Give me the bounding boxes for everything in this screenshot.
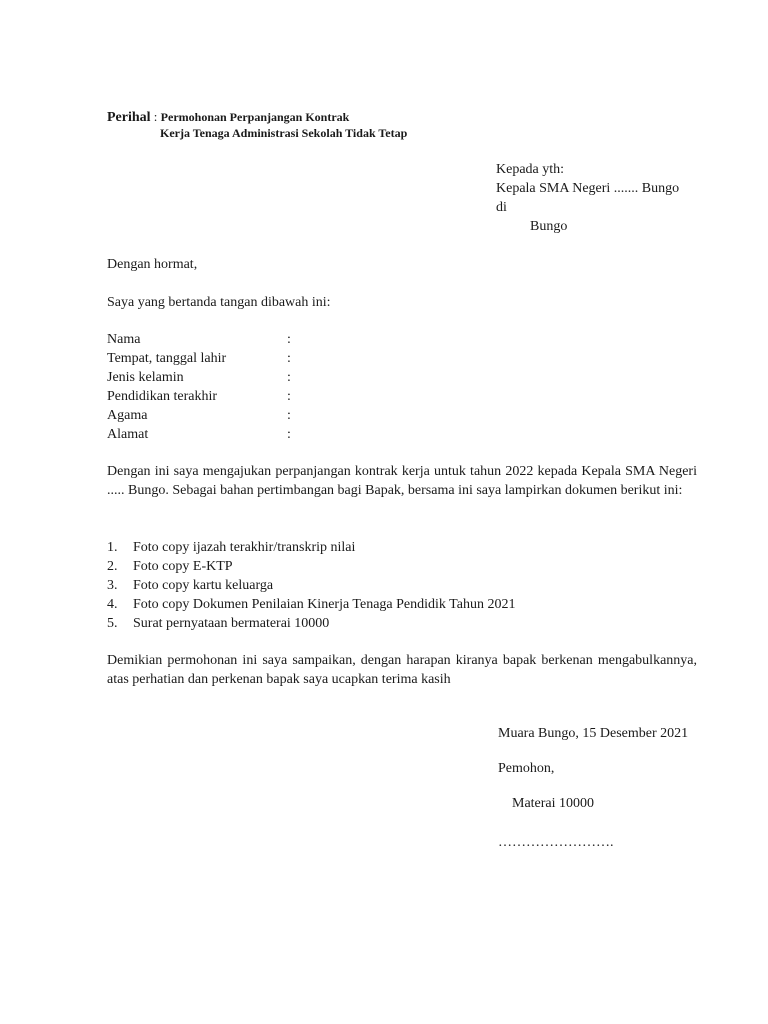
recipient-line1: Kepada yth: — [496, 162, 565, 177]
signature-name-line: ……………………. — [498, 835, 614, 850]
subject-text-line1: Permohonan Perpanjangan Kontrak — [160, 110, 350, 124]
identity-fields — [107, 330, 291, 444]
list-text: Foto copy kartu keluarga — [133, 578, 274, 593]
field-colon: : — [287, 427, 291, 442]
list-text: Foto copy E-KTP — [133, 559, 233, 574]
field-row — [107, 330, 291, 349]
closing-paragraph: Demikian permohonan ini saya sampaikan, dengan harapan kiranya bapak berkenan mengabulkannya, atas perhatian dan perkenan bapak saya ucapkan terima kasih — [107, 653, 697, 687]
intro-text: Saya yang bertanda tangan dibawah ini: — [107, 295, 331, 310]
field-row — [107, 406, 291, 425]
list-number: 2. — [107, 559, 118, 574]
field-row — [107, 425, 291, 444]
recipient-block — [496, 160, 679, 236]
list-number: 4. — [107, 597, 118, 612]
field-colon: : — [287, 332, 291, 347]
field-colon: : — [287, 408, 291, 423]
field-row — [107, 368, 291, 387]
field-colon: : — [287, 351, 291, 366]
list-text: Surat pernyataan bermaterai 10000 — [133, 616, 330, 631]
recipient-line3: di — [496, 200, 507, 215]
subject-colon: : — [150, 109, 161, 124]
list-text: Foto copy ijazah terakhir/transkrip nilai — [133, 540, 356, 555]
signature-role: Pemohon, — [498, 761, 555, 776]
field-label: Pendidikan terakhir — [107, 389, 218, 404]
field-row — [107, 349, 291, 368]
subject-text-line2: Kerja Tenaga Administrasi Sekolah Tidak Tetap — [160, 126, 408, 140]
list-number: 1. — [107, 540, 118, 555]
list-number: 5. — [107, 616, 118, 631]
field-label: Agama — [107, 408, 148, 423]
field-colon: : — [287, 370, 291, 385]
subject-line — [107, 108, 349, 127]
field-label: Tempat, tanggal lahir — [107, 351, 227, 366]
request-paragraph: Dengan ini saya mengajukan perpanjangan kontrak kerja untuk tahun 2022 kepada Kepala SMA Negeri ..... Bungo. Sebagai bahan pertimbangan bagi Bapak, bersama ini saya lampirkan dokumen berikut ini: — [107, 464, 697, 498]
field-row — [107, 387, 291, 406]
greeting: Dengan hormat, — [107, 257, 198, 272]
list-text: Foto copy Dokumen Penilaian Kinerja Tenaga Pendidik Tahun 2021 — [133, 597, 516, 612]
field-label: Jenis kelamin — [107, 370, 184, 385]
field-label: Nama — [107, 332, 141, 347]
stamp-placeholder: Materai 10000 — [512, 796, 595, 811]
list-number: 3. — [107, 578, 118, 593]
recipient-line2: Kepala SMA Negeri ....... Bungo — [496, 181, 680, 196]
field-colon: : — [287, 389, 291, 404]
signature-place-date: Muara Bungo, 15 Desember 2021 — [498, 726, 689, 741]
field-label: Alamat — [107, 427, 149, 442]
recipient-line4: Bungo — [530, 219, 568, 234]
subject-label: Perihal — [107, 110, 151, 125]
